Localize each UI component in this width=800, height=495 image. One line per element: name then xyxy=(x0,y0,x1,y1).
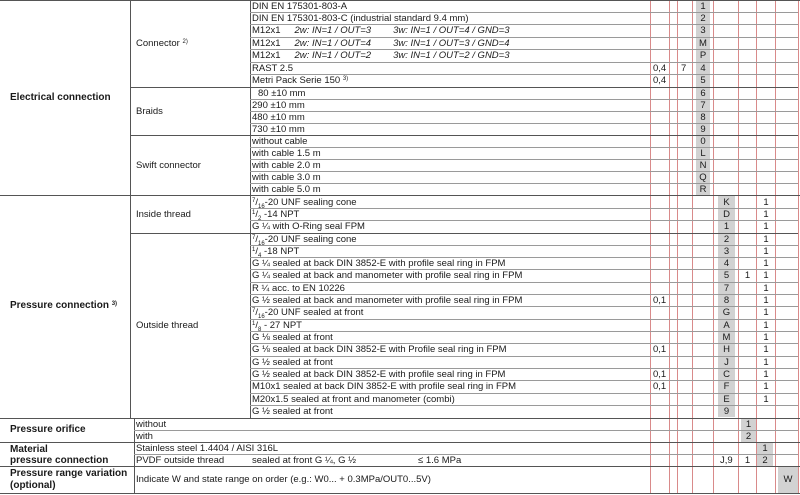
code-cell: 1 xyxy=(723,221,730,232)
marker-cell: 1 xyxy=(763,283,769,294)
code-cell: 2 xyxy=(700,13,706,24)
code-cell: 1 xyxy=(700,1,706,12)
marker-cell: 1 xyxy=(763,295,769,306)
code-cell: 9 xyxy=(700,124,706,135)
marker-cell: 1 xyxy=(763,357,769,368)
group-label-pressure-connection: Pressure connection $^{3)}$ xyxy=(10,300,118,311)
code-cell: R xyxy=(699,184,707,195)
value-cell: J,9 xyxy=(720,455,733,466)
subgroup-label-inside-thread: Inside thread xyxy=(136,209,191,220)
group-label-material: Material xyxy=(10,444,48,455)
marker-cell: 1 xyxy=(763,394,769,405)
option-text: DIN EN 175301-803-C (industrial standard 9.4 mm) xyxy=(252,13,469,24)
marker-cell: 1 xyxy=(763,197,769,208)
option-text: $^1/_8 - 27$ NPT xyxy=(252,320,302,333)
option-text: RAST 2.5 xyxy=(252,63,294,74)
code-cell: C xyxy=(723,369,730,380)
code-cell: N xyxy=(699,160,707,171)
option-subtext: ≤ 1.6 MPa xyxy=(418,455,462,466)
option-text: G ¼ sealed at back and manometer with profile seal ring in FPM xyxy=(252,270,523,281)
code-cell: G xyxy=(722,307,731,318)
subgroup-label-connector: Connector $^{2)}$ xyxy=(136,38,188,49)
option-text: $^7/_{16}-20$ UNF sealing cone xyxy=(252,234,357,247)
value-cell: 7 xyxy=(681,63,687,74)
code-cell: 0 xyxy=(700,136,706,147)
option-text: M12x1 2w: IN=1 / OUT=3 3w: IN=1 / OUT=4 / GND=3 xyxy=(252,25,510,36)
code-cell: W xyxy=(783,474,793,485)
option-text: M12x1 2w: IN=1 / OUT=4 3w: IN=1 / OUT=3 / GND=4 xyxy=(252,38,510,49)
option-text: Stainless steel 1.4404 / AISI 316L xyxy=(136,443,279,454)
option-text: with xyxy=(136,431,153,442)
marker-cell: 1 xyxy=(763,332,769,343)
code-cell: 2 xyxy=(762,455,768,466)
option-text: M10x1 sealed at back DIN 3852-E with profile seal ring in FPM xyxy=(252,381,517,392)
code-cell: 7 xyxy=(723,283,730,294)
option-text: with cable 3.0 m xyxy=(252,172,321,183)
code-cell: 8 xyxy=(723,295,730,306)
group-label-electrical-connection: Electrical connection xyxy=(10,92,111,103)
option-text: with cable 5.0 m xyxy=(252,184,321,195)
marker-cell: 1 xyxy=(763,221,769,232)
option-text: 480 ±10 mm xyxy=(252,112,305,123)
option-subtext: sealed at front G ¼, G ½ xyxy=(252,455,357,466)
group-label-material-connection: pressure connection xyxy=(10,455,109,466)
marker-cell: 1 xyxy=(763,344,769,355)
marker-cell: 1 xyxy=(763,234,769,245)
marker-cell: 1 xyxy=(763,209,769,220)
code-cell: P xyxy=(699,50,707,61)
code-cell: K xyxy=(723,197,730,208)
marker-cell: 1 xyxy=(763,307,769,318)
value-cell: 0,1 xyxy=(653,369,667,380)
option-text: with cable 2.0 m xyxy=(252,160,321,171)
subgroup-label-outside-thread: Outside thread xyxy=(136,320,199,331)
group-label-optional: (optional) xyxy=(10,480,56,491)
value-cell: 0,1 xyxy=(653,344,667,355)
value-cell: 0,1 xyxy=(653,295,667,306)
code-cell: 4 xyxy=(700,63,706,74)
option-text: $^7/_{16}-20$ UNF sealing cone xyxy=(252,197,357,210)
option-text: G ⅛ sealed at back DIN 3852-E with Profile seal ring in FPM xyxy=(252,344,507,355)
code-cell: D xyxy=(723,209,730,220)
option-text: without cable xyxy=(252,136,308,147)
option-text: Indicate W and state range on order (e.g.: W0... + 0.3MPa/OUT0...5V) xyxy=(136,474,431,485)
option-text: 80 ±10 mm xyxy=(258,88,306,99)
group-label-pressure-range: Pressure range variation xyxy=(10,468,128,479)
marker-cell: 1 xyxy=(744,455,751,466)
marker-cell: 1 xyxy=(763,320,769,331)
value-cell: 0,4 xyxy=(653,63,667,74)
option-text: DIN EN 175301-803-A xyxy=(252,1,348,12)
option-text: $^7/_{16}-20$ UNF sealed at front xyxy=(252,307,364,320)
option-text: $^1/_2$ -14 NPT xyxy=(252,209,300,222)
code-cell: L xyxy=(700,148,706,159)
code-cell: 3 xyxy=(700,25,706,36)
marker-cell: 1 xyxy=(763,270,769,281)
marker-cell: 1 xyxy=(763,369,769,380)
option-text: 730 ±10 mm xyxy=(252,124,305,135)
option-text: $^1/_4$ -18 NPT xyxy=(252,246,300,259)
code-cell: 9 xyxy=(723,406,730,417)
code-cell: 2 xyxy=(723,234,730,245)
code-cell: E xyxy=(723,394,730,405)
option-text: G ½ sealed at front xyxy=(252,357,333,368)
code-cell: M xyxy=(699,38,707,49)
code-cell: A xyxy=(723,320,730,331)
code-cell: 5 xyxy=(700,75,706,86)
code-cell: 6 xyxy=(700,88,706,99)
code-cell: H xyxy=(723,344,730,355)
subgroup-label-braids: Braids xyxy=(136,106,163,117)
marker-cell: 1 xyxy=(744,270,751,281)
option-text: G ½ sealed at back and manometer with profile seal ring in FPM xyxy=(252,295,523,306)
marker-cell: 1 xyxy=(763,246,769,257)
code-cell: 2 xyxy=(745,431,752,442)
code-cell: 1 xyxy=(745,419,752,430)
code-cell: 4 xyxy=(723,258,730,269)
code-cell: Q xyxy=(699,172,707,183)
code-cell: 1 xyxy=(762,443,768,454)
option-text: PVDF outside thread xyxy=(136,455,225,466)
group-label-pressure-orifice: Pressure orifice xyxy=(10,424,86,435)
option-text: Metri Pack Serie 150 $^{3)}$ xyxy=(252,75,349,86)
code-cell: 8 xyxy=(700,112,706,123)
option-text: G ¼ sealed at back DIN 3852-E with profile seal ring in FPM xyxy=(252,258,506,269)
value-cell: 0,4 xyxy=(653,75,667,86)
value-cell: 0,1 xyxy=(653,381,667,392)
code-cell: 3 xyxy=(723,246,730,257)
option-text: without xyxy=(136,419,167,430)
code-cell: 5 xyxy=(723,270,730,281)
option-text: R ¼ acc. to EN 10226 xyxy=(252,283,345,294)
option-text: with cable 1.5 m xyxy=(252,148,321,159)
marker-cell: 1 xyxy=(763,381,769,392)
option-text: G ½ sealed at back DIN 3852-E with profile seal ring in FPM xyxy=(252,369,506,380)
option-text: G ¼ with O-Ring seal FPM xyxy=(252,221,365,232)
marker-cell: 1 xyxy=(763,258,769,269)
code-cell: M xyxy=(722,332,731,343)
code-cell: F xyxy=(723,381,730,392)
option-text: G ½ sealed at front xyxy=(252,406,333,417)
code-cell: 7 xyxy=(700,100,706,111)
subgroup-label-swift-connector: Swift connector xyxy=(136,160,201,171)
option-text: M20x1.5 sealed at front and manometer (combi) xyxy=(252,394,455,405)
option-text: G ⅛ sealed at front xyxy=(252,332,333,343)
option-text: 290 ±10 mm xyxy=(252,100,305,111)
code-cell: J xyxy=(724,357,729,368)
option-text: M12x1 2w: IN=1 / OUT=2 3w: IN=1 / OUT=2 / GND=3 xyxy=(252,50,510,61)
